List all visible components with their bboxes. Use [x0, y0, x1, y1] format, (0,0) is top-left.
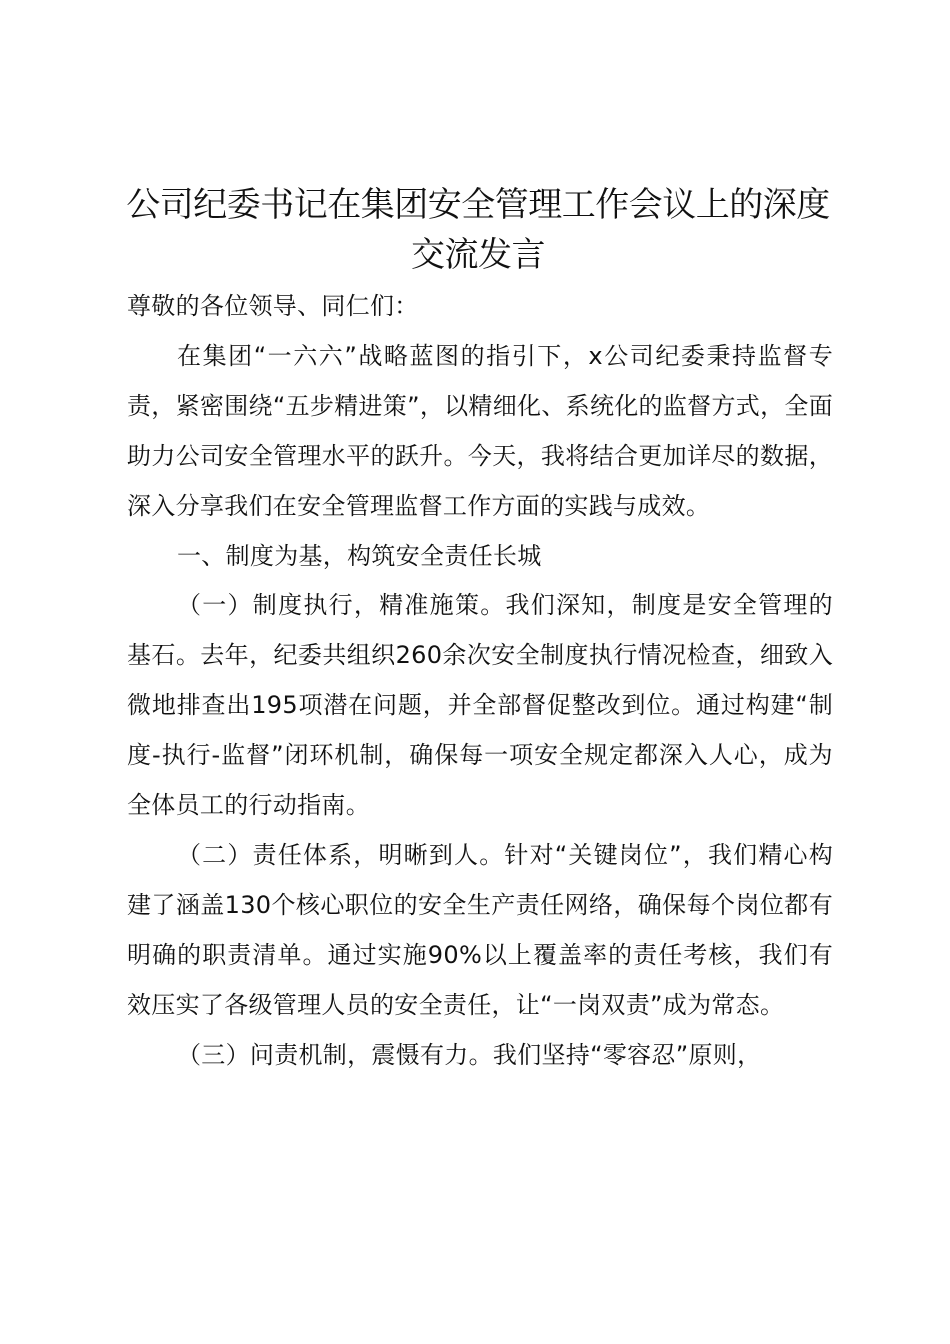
document-body: [127, 282, 833, 1081]
document-title: 公司纪委书记在集团安全管理工作会议上的深度交流发言: [126, 185, 830, 275]
intro-paragraph: 在集团“一六六”战略蓝图的指引下，x公司纪委秉持监督专责，紧密围绕“五步精进策”，以精细化、系统化的监督方式，全面助力公司安全管理水平的跃升。今天，我将结合更加详尽的数据，深入分享我们在安全管理监督工作方面的实践与成效。: [127, 341, 833, 520]
section-heading: 一、制度为基，构筑安全责任长城: [177, 541, 542, 570]
salutation: 尊敬的各位领导、同仁们：: [127, 292, 419, 320]
body-paragraph: （二）责任体系，明晰到人。针对“关键岗位”，我们精心构建了涵盖130个核心职位的安全生产责任网络，确保每个岗位都有明确的职责清单。通过实施90%以上覆盖率的责任考核，我们有效压实了各级管理人员的安全责任，让“一岗双责”成为常态。: [127, 840, 833, 1019]
body-paragraph: （一）制度执行，精准施策。我们深知，制度是安全管理的基石。去年，纪委共组织260余次安全制度执行情况检查，细致入微地排查出195项潜在问题，并全部督促整改到位。通过构建“制度-执行-监督”闭环机制，确保每一项安全规定都深入人心，成为全体员工的行动指南。: [127, 591, 833, 820]
body-paragraph: （三）问责机制，震慑有力。我们坚持“零容忍”原则，: [177, 1040, 762, 1069]
